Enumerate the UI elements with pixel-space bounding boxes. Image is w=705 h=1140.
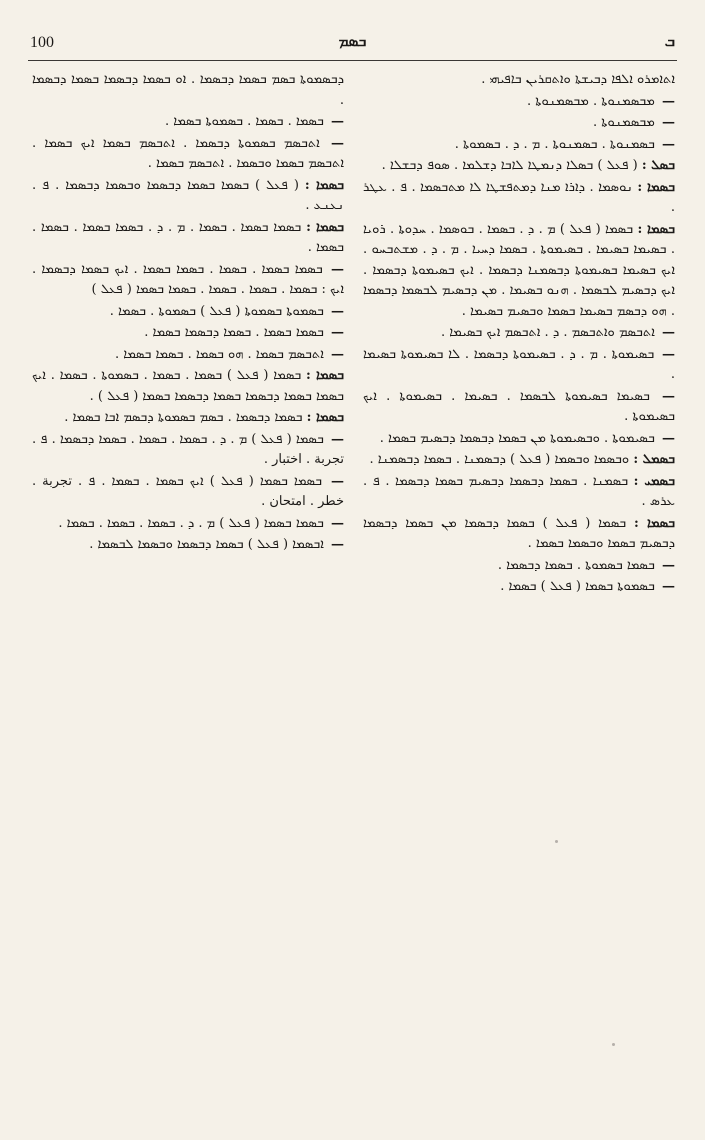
entry-dash: — — [662, 93, 675, 109]
entry-dash: — — [662, 430, 675, 446]
entry-text: ܒܣܡܐ ܒܣܡܐ . ܒܣܡܐ . ܡ . ܕ . ܒܣܡܐ ܒܣܡܐ . ܒܣܡܐ . ܒܣܡܐ . — [32, 219, 344, 255]
entry-text: ܡܒܣܡܢܘܬܐ . — [592, 115, 655, 130]
entry-dash: — — [331, 261, 344, 277]
entry-headword: ܒܣܡܝ : — [633, 473, 675, 489]
entry-dash: — — [331, 114, 344, 129]
dictionary-entry — [32, 430, 344, 471]
dictionary-entry — [32, 218, 344, 259]
entry-text: ܐܬܒܣܡ ܒܣܡܘܬܐ ܕܒܣܡܐ . ܐܬܒܣܡ ܒܣܡܐ ܐܝܟ ܒܣܡܐ . ܐܬܒܣܡ ܒܣܡܐ ܘܒܣܡܐ . ܐܬܒܣܡ ܒܣܡܐ . — [32, 135, 344, 171]
right-column — [363, 70, 675, 599]
entry-text: ܒܣܡܐ ( ܦܥܠ ) ܡ . ܕ . ܒܣܡܐ . ܒܘܣܡܐ . ܚܕܘܬܐ . ܪܘܝܐ . ܒܣܝܡܐ ܒܣܝܡܐ . ܒܣܝܡܘܬܐ . ܒܣܡܐ ܕܚܝܐ . ܡ . ܕ . ܡܫܬܒܚܘ . ܐܝܟ ܒܣܝܡܐ ܒܣܝܡܘܬܐ ܕܒܣܡܢܐ ܕܒܣܡܐ . ܐܝܟ ܒܣܝܡܘܬܐ ܕܒܣܡܐ . ܐܝܟ ܕܒܣܝܡ ܠܒܣܡܐ . ܗܢܘ ܒܣܝܡܐ . ܡܢ ܕܒܣܝܡ ܠܒܣܡܐ ܕܒܣܡܐ . ܗܘ ܕܒܣܡ ܒܣܝܡܐ ܒܣܡܐ ܘܒܣܝܡ ܒܣܝܡܐ . — [363, 221, 675, 319]
dictionary-entry — [363, 178, 675, 219]
entry-dash: — — [662, 115, 675, 130]
dictionary-entry — [363, 70, 675, 91]
entry-headword: ܒܣܡܠ : — [633, 452, 675, 467]
entry-dash: — — [331, 515, 344, 531]
entry-text: ܒܣܡܐ ( ܦܥܠ ) ܡ . ܕ . ܒܣܡܐ . ܒܣܡܐ . ܒܣܡܐ ܕܒܣܡܐ . ܦ . تجربة . اختبار . — [32, 431, 344, 467]
entry-headword: ܒܣܡܐ : — [304, 177, 344, 193]
entry-dash: — — [331, 473, 344, 489]
entry-dash: — — [331, 537, 344, 552]
entry-text: ܐܬܒܣܡ ܒܣܡܐ . ܗܘ ܒܣܡܐ . ܒܣܡܐ ܒܣܡܐ . — [115, 346, 324, 362]
section-letter: ܒ — [664, 32, 675, 50]
dictionary-entry — [363, 514, 675, 555]
dictionary-entry — [32, 472, 344, 513]
page-header — [30, 30, 675, 56]
entry-headword: ܒܣܠ : — [641, 158, 675, 173]
dictionary-entry — [363, 556, 675, 577]
entry-text: ܒܣܡܐ ܒܣܡܘܬܐ . ܒܣܡܐ ܕܒܣܡܐ . — [497, 557, 655, 573]
entry-dash: — — [662, 136, 675, 152]
entry-text: ܒܣܝܡܐ ܒܣܝܡܘܬܐ ܠܒܣܡܐ . ܒܣܝܡܐ . ܒܣܝܡܘܬܐ . ܐܝܟ ܒܣܝܡܘܬܐ . — [363, 388, 675, 424]
entry-text: ܒܣܡܐ ( ܦܥܠ ) ܒܣܡܐ ܕܒܣܡܐ ܡܢ ܒܣܡܐ ܕܒܣܡܐ ܕܒܣܝܡ ܒܣܡܐ ܘܒܣܡܐ ܒܣܡܐ . — [363, 515, 675, 551]
header-rule — [28, 60, 677, 61]
entry-text: ܒܣܡܐ ܒܣܡܐ . ܒܣܡܐ . ܒܣܡܐ ܒܣܡܐ . ܐܝܟ ܒܣܡܐ ܕܒܣܡܐ . ܐܝܟ : ܒܣܡܐ . ܒܣܡܐ . ܒܣܡܐ . ܒܣܡܐ ܒܣܡܐ ( ܦܥܠ ) — [32, 261, 344, 297]
running-head: ܒܣܡ — [338, 32, 367, 50]
entry-text: ܒܣܡܢܘܬܐ . ܒܣܡܢܘܬܐ . ܡ . ܕ . ܒܣܡܘܬܐ . — [454, 136, 655, 152]
entry-text: ܐܬܐܡܪܘ ܐܠܦܐ ܕܒܝܫܬܐ ܘܐܬܩܪܝܢ ܒܐܦܝܗܝ . — [481, 72, 675, 87]
entry-text: ܒܣܡܐ . ܒܣܡܐ . ܒܣܡܘܬܐ ܒܣܡܐ . — [165, 114, 324, 129]
dictionary-entry — [32, 323, 344, 344]
entry-text: ܒܣܡܐ ܒܣܡܐ ( ܦܥܠ ) ܡ . ܕ . ܒܣܡܐ . ܒܣܡܐ . ܒܣܡܐ . — [58, 515, 324, 531]
entry-headword: ܒܣܡܐ : — [306, 219, 345, 235]
entry-text: ܒܣܡܐ ܒܣܡܐ . ܒܣܡܐ ܕܒܣܡܐ ܒܣܡܐ . — [144, 325, 324, 340]
dictionary-entry — [32, 260, 344, 301]
entry-text: ܘܒܣܡܐ ܘܒܣܡܐ ( ܦܥܠ ) ܕܒܣܡܢܐ . ܒܣܡܐ ܕܒܣܡܢܐ . — [369, 452, 630, 467]
entry-headword: ܒܣܡܐ : — [306, 410, 344, 425]
ink-speck — [612, 1043, 615, 1046]
entry-text: ( ܦܥܠ ) ܒܣܡܐ ܒܣܡܐ ܕܒܣܡܐ ܘܒܣܡܐ ܕܒܣܡܐ . ܦ . ܢܥܢܥ . — [32, 177, 344, 213]
entry-text: ܡܒܣܡܢܘܬܐ . ܡܒܣܡܢܘܬܐ . — [526, 93, 655, 109]
dictionary-entry — [32, 112, 344, 133]
entry-dash: — — [331, 303, 344, 319]
dictionary-entry — [363, 135, 675, 156]
dictionary-entry — [32, 134, 344, 175]
entry-dash: — — [331, 346, 344, 362]
entry-text: ܒܣܡܐ ܕܒܣܡܐ . ܒܣܡ ܒܣܡܘܬܐ ܕܒܣܡ ܐܒܐ ܒܣܡܐ . — [64, 410, 303, 425]
entry-text: ܢܘܣܡܐ . ܕܐܪܐ ܡܢܐ ܕܡܬܦܫܛܐ ܠܐ ܡܬܒܣܡܐ . ܦ . ܥܛܪ . — [363, 179, 675, 215]
dictionary-entry — [32, 408, 344, 429]
entry-text: ( ܦܥܠ ) ܒܣܠܐ ܕܢܡܛܐ ܠܐܒܐ ܕܫܠܡܐ . ܣܘܦ ܕܒܫܠܐ . — [381, 158, 638, 173]
entry-dash: — — [662, 557, 675, 573]
dictionary-entry — [363, 577, 675, 598]
entry-text: ܒܣܡܢܐ . ܒܣܡܐ ܕܒܣܡܐ ܕܒܣܝܡ ܒܣܡܐ ܕܒܣܡܐ . ܦ . ܥܪܣ . — [363, 473, 675, 509]
dictionary-entry — [363, 429, 675, 450]
dictionary-entry — [363, 387, 675, 428]
entry-text: ܒܣܝܡܘܬܐ . ܡ . ܕ . ܒܣܝܡܘܬܐ ܕܒܣܡܐ . ܠܐ ܒܣܝܡܘܬܐ ܒܣܝܡܐ . — [363, 346, 675, 382]
dictionary-entry — [363, 323, 675, 344]
entry-text: ܐܒܣܡܐ ( ܦܥܠ ) ܒܣܡܐ ܕܒܣܡܐ ܘܒܣܡܐ ܠܒܣܡܐ . — [89, 537, 324, 552]
entry-dash: — — [331, 325, 344, 340]
entry-headword: ܒܣܡܐ : — [306, 368, 344, 383]
dictionary-entry — [363, 92, 675, 113]
entry-text: ܒܣܡܘܬܐ ܒܣܡܐ ( ܦܥܠ ) ܒܣܡܐ . — [500, 579, 655, 594]
entry-dash: — — [662, 325, 675, 340]
dictionary-entry — [32, 514, 344, 535]
dictionary-entry — [363, 156, 675, 177]
entry-dash: — — [662, 388, 675, 404]
entry-headword: ܒܣܡܐ : — [637, 221, 675, 237]
entry-text: ܒܣܝܡܘܬܐ . ܘܒܣܝܡܘܬܐ ܡܢ ܒܣܡܐ ܕܒܣܡܐ ܕܒܣܝܡ ܒܣܡܐ . — [379, 430, 655, 446]
entry-dash: — — [662, 346, 676, 362]
dictionary-entry — [363, 450, 675, 471]
entry-text: ܒܣܡܐ ( ܦܥܠ ) ܒܣܡܐ . ܒܣܡܐ . ܒܣܡܘܬܐ . ܒܣܡܐ . ܐܝܟ ܒܣܡܐ ܒܣܡܐ ܕܒܣܡܐ ܒܣܡܐ ܕܒܣܡܐ ܒܣܡܐ ( ܦܥܠ ) . — [32, 368, 344, 404]
entry-text: ܐܬܒܣܡ ܘܐܬܒܣܡ . ܕ . ܐܬܒܣܡ ܐܝܟ ܒܣܝܡܐ . — [441, 325, 655, 340]
entry-dash: — — [662, 579, 675, 594]
entry-dash: — — [331, 135, 344, 151]
entry-headword: ܒܣܡܐ : — [633, 515, 675, 531]
entry-text: ܒܣܡܐ ܒܣܡܐ ( ܦܥܠ ) ܐܝܟ ܒܣܡܐ . ܒܣܡܐ . ܦ . تجربة . خطر . امتحان . — [32, 473, 344, 509]
left-column — [32, 70, 344, 557]
dictionary-entry — [363, 113, 675, 134]
dictionary-entry — [32, 345, 344, 366]
dictionary-entry — [363, 472, 675, 513]
dictionary-entry — [363, 345, 675, 386]
ink-speck — [555, 840, 558, 843]
page-number: 100 — [30, 34, 54, 51]
dictionary-entry — [32, 302, 344, 323]
dictionary-entry — [32, 70, 344, 111]
entry-text: ܕܒܣܡܘܬܐ ܒܣܡ ܒܣܡܐ ܕܒܣܡܐ . ܐܘ ܒܣܡܐ ܕܒܣܡܐ ܒܣܡܐ ܕܒܣܡܐ . — [32, 72, 344, 108]
entry-dash: — — [331, 431, 344, 447]
entry-headword: ܒܣܡܐ : — [637, 179, 676, 195]
dictionary-entry — [32, 535, 344, 556]
entry-text: ܒܣܡܘܬܐ ܒܣܡܘܬܐ ( ܦܥܠ ) ܒܣܡܘܬܐ . ܒܣܡܐ . — [109, 303, 324, 319]
dictionary-entry — [32, 176, 344, 217]
dictionary-entry — [32, 366, 344, 407]
dictionary-entry — [363, 220, 675, 323]
